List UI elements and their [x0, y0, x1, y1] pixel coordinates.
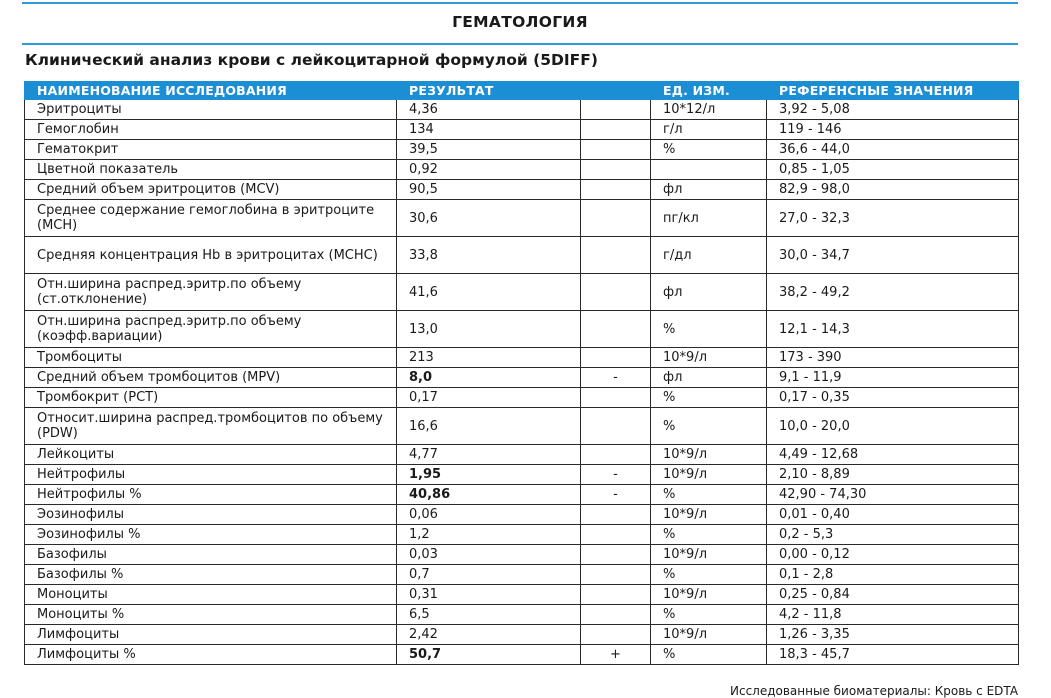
table-row — [25, 585, 1019, 605]
test-name-cell: Моноциты — [25, 585, 397, 605]
unit-cell: 10*9/л — [651, 348, 767, 368]
result-cell: 40,86 — [397, 485, 581, 505]
header-reference: РЕФЕРЕНСНЫЕ ЗНАЧЕНИЯ — [767, 82, 1019, 100]
test-name-cell: Нейтрофилы % — [25, 485, 397, 505]
test-name-cell: Отн.ширина распред.эритр.по объему (коэфф.вариации) — [25, 311, 397, 348]
flag-cell — [581, 445, 651, 465]
result-cell: 1,95 — [397, 465, 581, 485]
reference-cell: 82,9 - 98,0 — [767, 180, 1019, 200]
flag-cell — [581, 605, 651, 625]
test-name-cell: Средняя концентрация Hb в эритроцитах (MCHC) — [25, 237, 397, 274]
table-row — [25, 445, 1019, 465]
header-result: РЕЗУЛЬТАТ — [397, 82, 581, 100]
flag-cell: - — [581, 368, 651, 388]
reference-cell: 0,1 - 2,8 — [767, 565, 1019, 585]
reference-cell: 2,10 - 8,89 — [767, 465, 1019, 485]
header-flag — [581, 82, 651, 100]
table-row — [25, 505, 1019, 525]
table-row — [25, 180, 1019, 200]
flag-cell — [581, 311, 651, 348]
unit-cell: 10*9/л — [651, 505, 767, 525]
table-row — [25, 368, 1019, 388]
flag-cell — [581, 585, 651, 605]
flag-cell — [581, 140, 651, 160]
unit-cell: % — [651, 388, 767, 408]
result-cell: 1,2 — [397, 525, 581, 545]
table-header-row — [25, 82, 1019, 100]
test-name-cell: Моноциты % — [25, 605, 397, 625]
table-row — [25, 120, 1019, 140]
result-cell: 0,06 — [397, 505, 581, 525]
unit-cell — [651, 160, 767, 180]
table-row — [25, 160, 1019, 180]
flag-cell — [581, 348, 651, 368]
result-cell: 39,5 — [397, 140, 581, 160]
unit-cell: фл — [651, 180, 767, 200]
test-name-cell: Эозинофилы — [25, 505, 397, 525]
result-cell: 8,0 — [397, 368, 581, 388]
test-name-cell: Средний объем эритроцитов (MCV) — [25, 180, 397, 200]
test-name-cell: Лейкоциты — [25, 445, 397, 465]
reference-cell: 10,0 - 20,0 — [767, 408, 1019, 445]
reference-cell: 36,6 - 44,0 — [767, 140, 1019, 160]
result-cell: 6,5 — [397, 605, 581, 625]
test-name-cell: Относит.ширина распред.тромбоцитов по объему (PDW) — [25, 408, 397, 445]
unit-cell: % — [651, 565, 767, 585]
header-unit: ЕД. ИЗМ. — [651, 82, 767, 100]
reference-cell: 119 - 146 — [767, 120, 1019, 140]
table-row — [25, 645, 1019, 665]
reference-cell: 38,2 - 49,2 — [767, 274, 1019, 311]
unit-cell: фл — [651, 274, 767, 311]
flag-cell — [581, 565, 651, 585]
flag-cell — [581, 200, 651, 237]
section-title: ГЕМАТОЛОГИЯ — [452, 13, 588, 31]
flag-cell — [581, 525, 651, 545]
test-name-cell: Среднее содержание гемоглобина в эритроците (MCH) — [25, 200, 397, 237]
table-row — [25, 100, 1019, 120]
table-row — [25, 605, 1019, 625]
unit-cell: % — [651, 645, 767, 665]
table-row — [25, 408, 1019, 445]
test-name-cell: Базофилы % — [25, 565, 397, 585]
reference-cell: 4,49 - 12,68 — [767, 445, 1019, 465]
unit-cell: г/дл — [651, 237, 767, 274]
reference-cell: 30,0 - 34,7 — [767, 237, 1019, 274]
flag-cell — [581, 120, 651, 140]
result-cell: 0,17 — [397, 388, 581, 408]
top-rule — [22, 2, 1018, 4]
flag-cell — [581, 180, 651, 200]
unit-cell: 10*9/л — [651, 445, 767, 465]
flag-cell — [581, 237, 651, 274]
table-row — [25, 465, 1019, 485]
test-name-cell: Лимфоциты % — [25, 645, 397, 665]
unit-cell: 10*12/л — [651, 100, 767, 120]
table-row — [25, 388, 1019, 408]
flag-cell — [581, 388, 651, 408]
table-row — [25, 237, 1019, 274]
result-cell: 134 — [397, 120, 581, 140]
table-body — [25, 100, 1019, 665]
result-cell: 0,7 — [397, 565, 581, 585]
unit-cell: % — [651, 525, 767, 545]
unit-cell: 10*9/л — [651, 465, 767, 485]
table-row — [25, 274, 1019, 311]
result-cell: 0,31 — [397, 585, 581, 605]
unit-cell: пг/кл — [651, 200, 767, 237]
result-cell: 4,77 — [397, 445, 581, 465]
flag-cell — [581, 545, 651, 565]
flag-cell — [581, 625, 651, 645]
flag-cell — [581, 274, 651, 311]
result-cell: 2,42 — [397, 625, 581, 645]
table-row — [25, 485, 1019, 505]
flag-cell — [581, 160, 651, 180]
reference-cell: 4,2 - 11,8 — [767, 605, 1019, 625]
results-table — [24, 81, 1019, 665]
test-name-cell: Эозинофилы % — [25, 525, 397, 545]
flag-cell: - — [581, 485, 651, 505]
result-cell: 90,5 — [397, 180, 581, 200]
unit-cell: г/л — [651, 120, 767, 140]
unit-cell: % — [651, 408, 767, 445]
reference-cell: 0,2 - 5,3 — [767, 525, 1019, 545]
reference-cell: 9,1 - 11,9 — [767, 368, 1019, 388]
result-cell: 13,0 — [397, 311, 581, 348]
unit-cell: % — [651, 485, 767, 505]
table-row — [25, 525, 1019, 545]
reference-cell: 0,25 - 0,84 — [767, 585, 1019, 605]
flag-cell — [581, 100, 651, 120]
biomaterial-note: Исследованные биоматериалы: Кровь с ЕDTA — [730, 684, 1019, 698]
table-row — [25, 348, 1019, 368]
unit-cell: % — [651, 605, 767, 625]
test-name-cell: Гемоглобин — [25, 120, 397, 140]
unit-cell: % — [651, 140, 767, 160]
flag-cell: + — [581, 645, 651, 665]
report-title: Клинический анализ крови с лейкоцитарной формулой (5DIFF) — [25, 51, 598, 69]
flag-cell — [581, 505, 651, 525]
test-name-cell: Цветной показатель — [25, 160, 397, 180]
section-rule — [22, 43, 1018, 45]
test-name-cell: Эритроциты — [25, 100, 397, 120]
test-name-cell: Средний объем тромбоцитов (MPV) — [25, 368, 397, 388]
reference-cell: 3,92 - 5,08 — [767, 100, 1019, 120]
result-cell: 4,36 — [397, 100, 581, 120]
reference-cell: 173 - 390 — [767, 348, 1019, 368]
unit-cell: % — [651, 311, 767, 348]
reference-cell: 18,3 - 45,7 — [767, 645, 1019, 665]
result-cell: 41,6 — [397, 274, 581, 311]
reference-cell: 1,26 - 3,35 — [767, 625, 1019, 645]
reference-cell: 12,1 - 14,3 — [767, 311, 1019, 348]
result-cell: 213 — [397, 348, 581, 368]
result-cell: 0,92 — [397, 160, 581, 180]
test-name-cell: Отн.ширина распред.эритр.по объему (ст.отклонение) — [25, 274, 397, 311]
unit-cell: 10*9/л — [651, 585, 767, 605]
flag-cell: - — [581, 465, 651, 485]
reference-cell: 27,0 - 32,3 — [767, 200, 1019, 237]
test-name-cell: Гематокрит — [25, 140, 397, 160]
reference-cell: 0,01 - 0,40 — [767, 505, 1019, 525]
test-name-cell: Тромбокрит (PCT) — [25, 388, 397, 408]
test-name-cell: Базофилы — [25, 545, 397, 565]
table-row — [25, 140, 1019, 160]
unit-cell: фл — [651, 368, 767, 388]
unit-cell: 10*9/л — [651, 625, 767, 645]
table-row — [25, 545, 1019, 565]
result-cell: 30,6 — [397, 200, 581, 237]
reference-cell: 0,17 - 0,35 — [767, 388, 1019, 408]
header-name: НАИМЕНОВАНИЕ ИССЛЕДОВАНИЯ — [25, 82, 397, 100]
result-cell: 33,8 — [397, 237, 581, 274]
reference-cell: 0,85 - 1,05 — [767, 160, 1019, 180]
reference-cell: 0,00 - 0,12 — [767, 545, 1019, 565]
test-name-cell: Нейтрофилы — [25, 465, 397, 485]
result-cell: 16,6 — [397, 408, 581, 445]
result-cell: 0,03 — [397, 545, 581, 565]
table-row — [25, 311, 1019, 348]
test-name-cell: Тромбоциты — [25, 348, 397, 368]
flag-cell — [581, 408, 651, 445]
table-row — [25, 200, 1019, 237]
table-row — [25, 625, 1019, 645]
test-name-cell: Лимфоциты — [25, 625, 397, 645]
reference-cell: 42,90 - 74,30 — [767, 485, 1019, 505]
unit-cell: 10*9/л — [651, 545, 767, 565]
table-row — [25, 565, 1019, 585]
result-cell: 50,7 — [397, 645, 581, 665]
